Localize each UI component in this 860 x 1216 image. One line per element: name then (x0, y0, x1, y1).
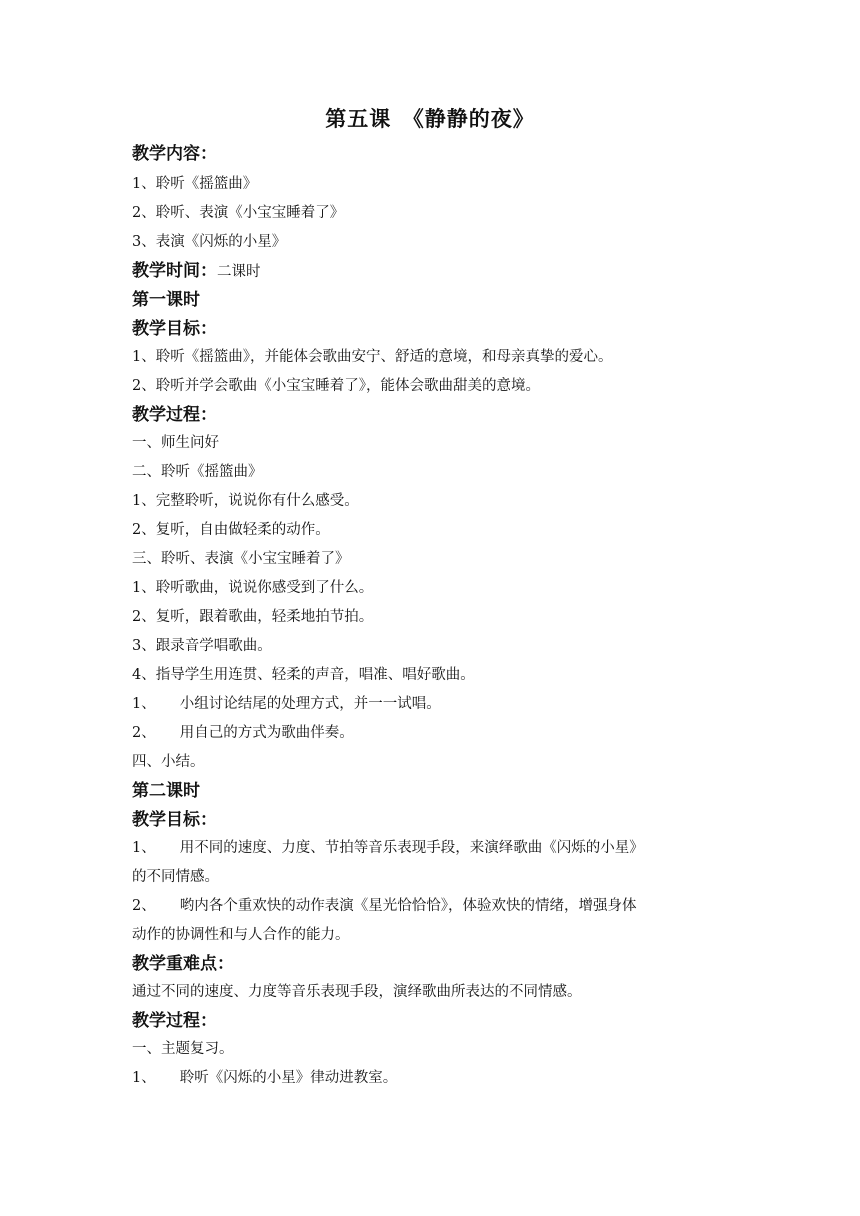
content-item: 2、聆听、表演《小宝宝睡着了》 (132, 205, 345, 221)
goal-item: 2、聆听并学会歌曲《小宝宝睡着了》，能体会歌曲甜美的意境。 (132, 378, 540, 394)
lesson2-process-heading: 教学过程： (132, 1011, 217, 1031)
goal-item: 1、聆听《摇篮曲》，并能体会歌曲安宁、舒适的意境，和母亲真挚的爱心。 (132, 349, 613, 365)
process-step: 一、主题复习。 (132, 1041, 234, 1057)
sub-step-text: 聆听《闪烁的小星》律动进教室。 (179, 1070, 398, 1086)
lesson1-heading: 第一课时 (132, 290, 200, 310)
content-item: 3、表演《闪烁的小星》 (132, 234, 287, 250)
goal-item (132, 836, 644, 857)
sub-step-text: 小组讨论结尾的处理方式，并一一试唱。 (179, 696, 441, 712)
sub-step-text: 用自己的方式为歌曲伴奏。 (179, 725, 354, 741)
sub-step-number: 2、 (132, 725, 156, 741)
process-step: 二、聆听《摇篮曲》 (132, 464, 263, 480)
process-step: 1、聆听歌曲，说说你感受到了什么。 (132, 580, 374, 596)
goal-item-continued: 动作的协调性和与人合作的能力。 (132, 927, 350, 943)
time-line (132, 256, 261, 281)
process-step: 4、指导学生用连贯、轻柔的声音，唱准、唱好歌曲。 (132, 667, 475, 683)
goal-item (132, 894, 636, 915)
goal-number: 1、 (132, 840, 156, 856)
sub-step-number: 1、 (132, 1070, 156, 1086)
difficulty-text: 通过不同的速度、力度等音乐表现手段，演绎歌曲所表达的不同情感。 (132, 984, 582, 1000)
goal-text: 哟内各个重欢快的动作表演《星光恰恰恰》，体验欢快的情绪，增强身体 (179, 898, 637, 914)
process-step: 3、跟录音学唱歌曲。 (132, 638, 272, 654)
content-heading: 教学内容： (132, 144, 217, 164)
sub-step-number: 1、 (132, 696, 156, 712)
time-value: 二课时 (217, 264, 261, 280)
process-step: 三、聆听、表演《小宝宝睡着了》 (132, 551, 350, 567)
process-step: 2、复听，跟着歌曲，轻柔地拍节拍。 (132, 609, 374, 625)
page-title: 第五课 《静静的夜》 (325, 107, 535, 131)
process-step: 一、师生问好 (132, 435, 219, 451)
goal-text: 用不同的速度、力度、节拍等音乐表现手段，来演绎歌曲《闪烁的小星》 (179, 840, 644, 856)
sub-step (132, 721, 354, 742)
lesson2-goals-heading: 教学目标： (132, 810, 217, 830)
lesson1-process-heading: 教学过程： (132, 405, 217, 425)
process-step: 四、小结。 (132, 754, 205, 770)
process-step: 1、完整聆听，说说你有什么感受。 (132, 493, 359, 509)
goal-item-continued: 的不同情感。 (132, 869, 219, 885)
goal-number: 2、 (132, 898, 156, 914)
difficulty-heading: 教学重难点： (132, 954, 234, 974)
lesson2-heading: 第二课时 (132, 781, 200, 801)
sub-step (132, 692, 441, 713)
lesson1-goals-heading: 教学目标： (132, 319, 217, 339)
process-step: 2、复听，自由做轻柔的动作。 (132, 522, 330, 538)
sub-step (132, 1066, 397, 1087)
content-item: 1、聆听《摇篮曲》 (132, 176, 258, 192)
time-heading: 教学时间： (132, 261, 217, 281)
